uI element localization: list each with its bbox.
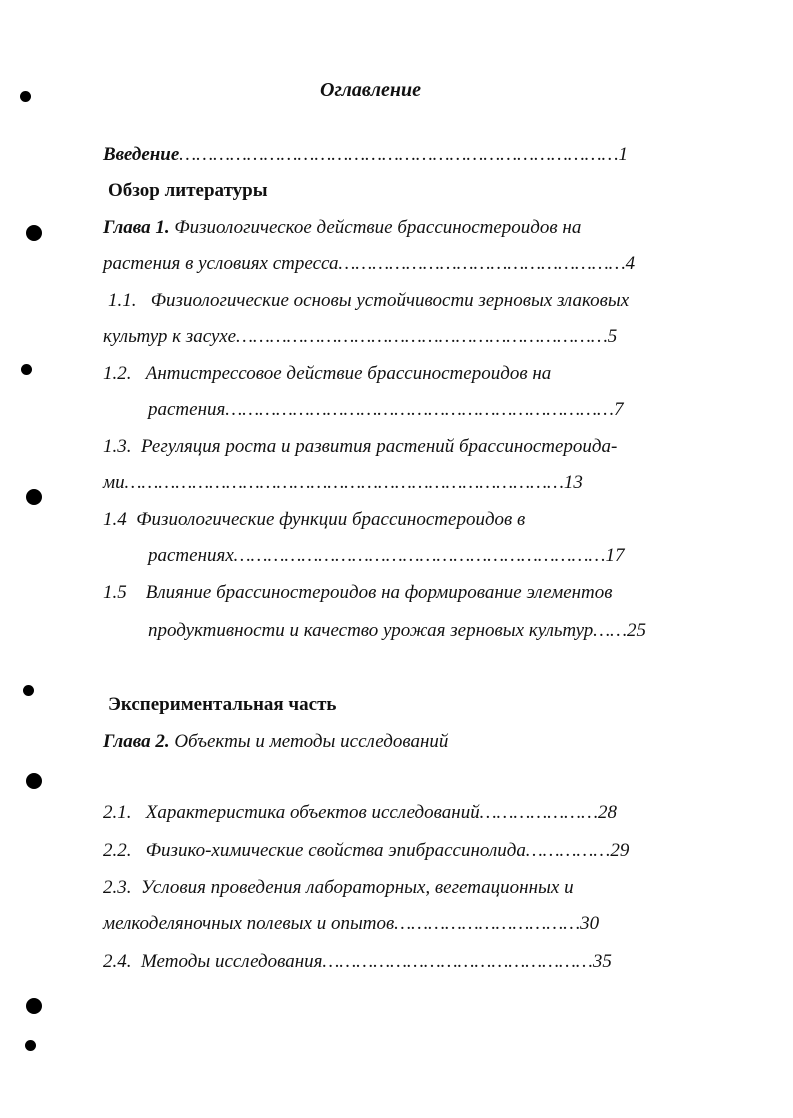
toc-page-number: 30 <box>580 913 600 934</box>
section-heading-review: Обзор литературы <box>108 180 268 201</box>
chapter1-title: Физиологическое действие брассиностероидов на <box>174 217 582 238</box>
toc-item-text: Антистрессовое действие брассиностероидов на <box>145 363 552 384</box>
toc-intro <box>103 143 628 167</box>
toc-page-number: 1 <box>618 144 629 165</box>
toc-leader-dots: ………………………………………………………… <box>233 545 606 566</box>
toc-leader-dots: …………………………………………………………………… <box>179 144 619 165</box>
toc-item-text: Влияние брассиностероидов на формирование элементов <box>145 582 613 603</box>
binder-hole-3 <box>21 364 32 375</box>
toc-page-number: 5 <box>607 326 618 347</box>
binder-hole-2 <box>26 225 42 241</box>
toc-item-1-3 <box>103 435 617 459</box>
toc-item-2-2 <box>103 839 629 863</box>
toc-page-number: 17 <box>605 545 625 566</box>
toc-item-text: ми <box>103 472 125 493</box>
toc-chapter1-line2 <box>103 252 635 276</box>
chapter1-label: Глава 1. <box>103 217 170 238</box>
toc-page-number: 7 <box>613 399 624 420</box>
toc-leader-dots: …………………………………………………………………… <box>124 472 564 493</box>
toc-item-text: продуктивности и качество урожая зерновых культур <box>148 620 594 641</box>
toc-page-number: 4 <box>625 253 636 274</box>
toc-leader-dots: …………… <box>525 840 611 861</box>
toc-item-1-1 <box>108 289 629 313</box>
toc-item-1-1-cont <box>103 325 617 349</box>
toc-item-text: растениях <box>148 545 234 566</box>
toc-item-1-2-cont <box>148 398 623 422</box>
toc-item-text: мелкоделяночных полевых и опытов <box>103 913 395 934</box>
toc-page-number: 13 <box>563 472 583 493</box>
toc-item-1-5 <box>103 581 613 605</box>
toc-chapter1-line1 <box>103 216 581 240</box>
toc-item-2-3 <box>103 876 574 900</box>
toc-page-number: 28 <box>597 802 617 823</box>
toc-item-1-5-cont <box>148 619 646 643</box>
toc-page-number: 35 <box>592 951 612 972</box>
toc-item-number: 2.1. <box>103 802 132 823</box>
toc-item-number: 1.5 <box>103 582 127 603</box>
binder-hole-1 <box>20 91 31 102</box>
binder-hole-7 <box>26 998 42 1014</box>
binder-hole-6 <box>26 773 42 789</box>
toc-item-number: 2.4. <box>103 951 132 972</box>
toc-item-number: 1.3. <box>103 436 132 457</box>
section-heading-experimental: Экспериментальная часть <box>108 694 337 715</box>
toc-leader-dots: …………………………………………… <box>338 253 626 274</box>
toc-item-number: 1.4 <box>103 509 127 530</box>
toc-item-number: 1.1. <box>108 290 137 311</box>
toc-item-2-3-cont <box>103 912 599 936</box>
toc-page-number: 29 <box>610 840 630 861</box>
binder-hole-5 <box>23 685 34 696</box>
toc-leader-dots: …… <box>593 620 628 641</box>
toc-item-number: 2.2. <box>103 840 132 861</box>
toc-item-number: 2.3. <box>103 877 132 898</box>
toc-item-2-4 <box>103 950 612 974</box>
toc-item-text: Характеристика объектов исследований <box>145 802 480 823</box>
toc-leader-dots: …………………………… <box>394 913 581 934</box>
toc-intro-label: Введение <box>103 144 180 165</box>
binder-hole-8 <box>25 1040 36 1051</box>
toc-page-number: 25 <box>627 620 647 641</box>
toc-item-text: Методы исследования <box>141 951 323 972</box>
page-title: Оглавление <box>320 79 422 101</box>
toc-item-1-2 <box>103 362 551 386</box>
toc-item-number: 1.2. <box>103 363 132 384</box>
toc-item-text: Условия проведения лабораторных, вегетационных и <box>141 877 574 898</box>
toc-item-1-4-cont <box>148 544 624 568</box>
toc-leader-dots: ………………………………………………………… <box>236 326 608 347</box>
toc-leader-dots: …………………………………………………………… <box>225 399 614 420</box>
toc-leader-dots: ………………………………………… <box>322 951 593 972</box>
toc-item-1-4 <box>103 508 525 532</box>
toc-chapter2 <box>103 730 448 754</box>
toc-item-text: культур к засухе <box>103 326 237 347</box>
toc-item-text: Регуляция роста и развития растений брассиностероида- <box>141 436 618 457</box>
toc-item-text: Физиологические функции брассиностероидов в <box>136 509 526 530</box>
chapter2-label: Глава 2. <box>103 731 170 752</box>
toc-item-text: растения <box>148 399 226 420</box>
toc-item-1-3-cont <box>103 471 583 495</box>
toc-item-2-1 <box>103 801 617 825</box>
chapter2-title: Объекты и методы исследований <box>174 731 449 752</box>
binder-hole-4 <box>26 489 42 505</box>
toc-item-text: Физиологические основы устойчивости зерновых злаковых <box>150 290 630 311</box>
toc-item-text: Физико-химические свойства эпибрассинолида <box>145 840 526 861</box>
chapter1-title-cont: растения в условиях стресса <box>103 253 339 274</box>
toc-leader-dots: ………………… <box>479 802 598 823</box>
